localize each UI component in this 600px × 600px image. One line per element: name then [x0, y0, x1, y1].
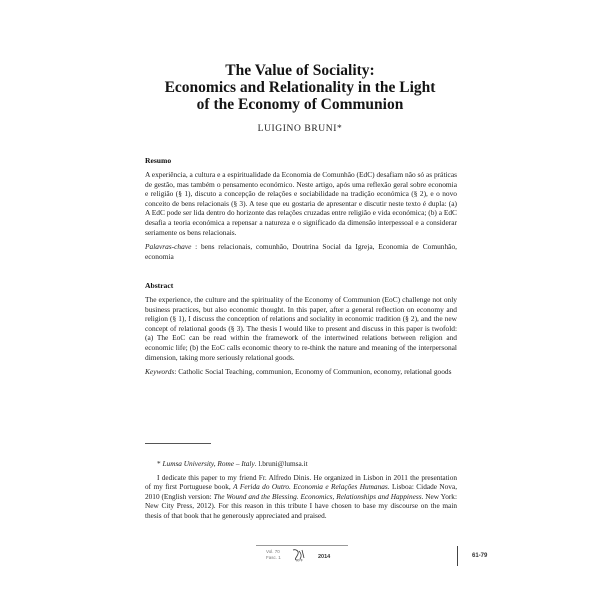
- abstract-heading: Abstract: [145, 281, 174, 290]
- volume-info: [266, 549, 281, 561]
- page-range-divider: [457, 546, 458, 566]
- footnote: [145, 459, 457, 520]
- fascicle-number: Fasc. 1: [266, 555, 281, 560]
- abstract-section: [145, 281, 457, 377]
- publication-year: 2014: [318, 554, 331, 560]
- author-email: l.bruni@lumsa.it: [258, 459, 308, 468]
- abstract-body: The experience, the culture and the spirituality of the Economy of Communion (EoC) challenge not only business practices, but also economic thought. In this paper, after a general reflection on economy and religion (§ 1), I discuss the conception of relations and sociality in economic tradition (§ 2), and the new concept of relational goods (§ 3). The thesis I would like to present and discuss in this paper is twofold: (a) The EoC can be read within the framework of the intertwined relations between religion and economic life; (b) the EoC calls economic theory to re-think the nature and meaning of the interpersonal dimension, taking more seriously relational goods.: [145, 295, 457, 362]
- title-line-1: The Value of Sociality:: [225, 62, 375, 79]
- resumo-keywords-text: : bens relacionais, comunhão, Doutrina Social da Igreja, Economia de Comunhão, economia: [145, 242, 457, 261]
- page-range: 61-79: [472, 553, 488, 559]
- title-line-2: Economics and Relationality in the Light: [164, 79, 436, 96]
- article-title: [100, 62, 500, 113]
- resumo-body: A experiência, a cultura e a espiritualidade da Economia de Comunhão (EdC) desafiam não só as práticas de gestão, mas também o pensamento económico. Neste artigo, após uma reflexão geral sobre economia e religião (§ 1), discuto a concepção de relações e sociabilidade na tradição económica (§ 2), e o novo conceito de bens relacionais (§ 3). A tese que eu gostaria de apresentar e discutir neste texto é dupla: (a) A EdC pode ser lida dentro do horizonte das relações cruzadas entre religião e vida económica; (b) a EdC desafia a teoria económica a repensar a natureza e o significado da dimensão interpessoal e a considerar seriamente os bens relacionais.: [145, 170, 457, 237]
- dedication-part-3: . New York: New City Press, 2012). For this reason in this tribute I have chosen to base my discourse on the main thesis of that book that he generously appreciated and praised.: [145, 491, 457, 520]
- journal-logo-icon: [290, 548, 308, 562]
- footnote-marker: *: [157, 459, 161, 468]
- journal-footer: [256, 545, 348, 566]
- abstract-keywords-label: Keywords: [145, 367, 175, 377]
- abstract-keywords-text: : Catholic Social Teaching, communion, Economy of Communion, economy, relational goods: [174, 367, 452, 377]
- footnote-rule: [145, 443, 211, 444]
- resumo-section: [145, 156, 457, 261]
- resumo-keywords: [145, 242, 457, 261]
- book-title-portuguese: A Ferida do Outro. Economia e Relações Humanas: [233, 482, 388, 491]
- publisher-label: RPF: [296, 558, 303, 562]
- resumo-keywords-label: Palavras-chave: [145, 242, 192, 252]
- author-name: LUIGINO BRUNI*: [257, 124, 343, 134]
- volume-number: Vol. 70: [266, 549, 280, 554]
- dedication-part-1: I dedicate this paper to my friend Fr. Alfredo Dinis. He organized in Lisbon in 2011 the presentation of my first Portuguese book,: [145, 472, 457, 491]
- book-title-english: The Wound and the Blessing. Economics, Relationships and Happiness: [213, 491, 422, 501]
- dedication-part-2: . Lisboa: Cidade Nova, 2010 (English version:: [145, 482, 458, 501]
- affiliation-text: Lumsa University, Rome – Italy: [162, 459, 255, 468]
- affiliation-separator: .: [254, 459, 257, 468]
- footnote-affiliation: [145, 459, 457, 469]
- footnote-dedication: [145, 473, 457, 521]
- title-line-3: of the Economy of Communion: [196, 96, 404, 113]
- resumo-heading: Resumo: [145, 156, 172, 165]
- abstract-keywords: [145, 367, 457, 377]
